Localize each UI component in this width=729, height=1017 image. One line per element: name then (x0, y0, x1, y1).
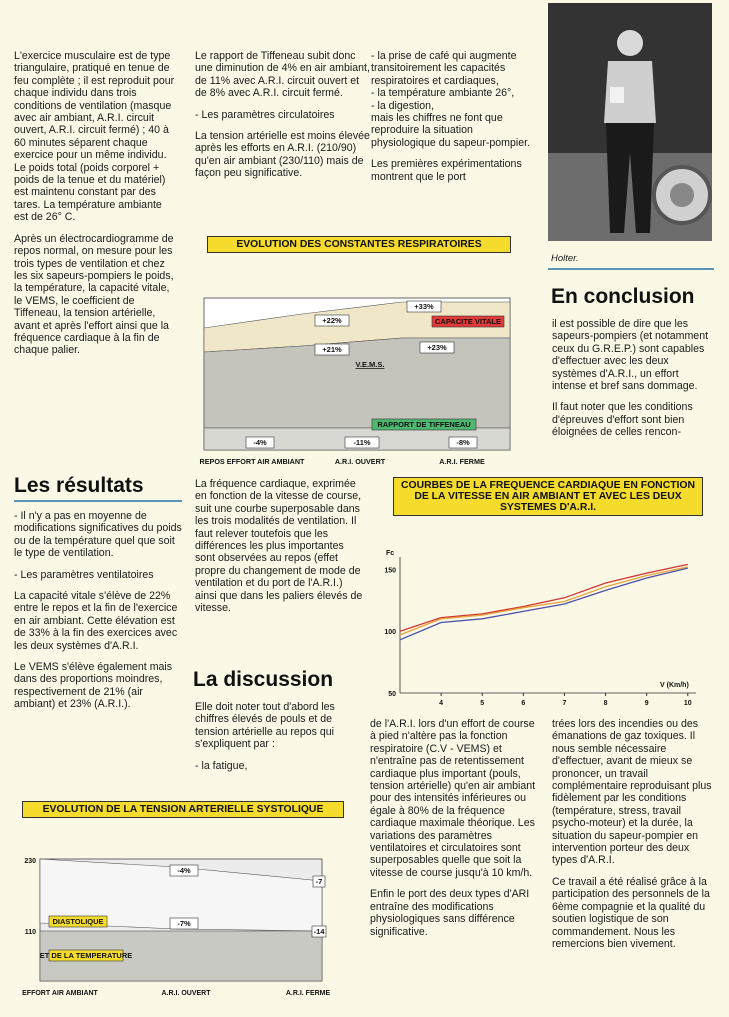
chart-blood-pressure (16, 851, 361, 1001)
y-tick-label: 230 (24, 858, 36, 865)
x-tick-label: 9 (644, 700, 649, 705)
resultats-text (14, 510, 182, 720)
data-label-tiff: -4% (253, 438, 267, 447)
photo-illustration (548, 3, 712, 241)
series-line-2 (400, 567, 688, 635)
data-label-diastolique: -14 (313, 927, 325, 936)
photo-caption: Holter. (551, 253, 579, 264)
paragraph: - la prise de café qui augmente transitoirement les capacités respiratoires et cardiaques, (371, 50, 517, 87)
legend-cv: CAPACITE VITALE (435, 317, 501, 326)
column-3-top (371, 50, 535, 192)
paragraph: L'exercice musculaire est de type triangulaire, pratiqué en tenue de feu complète ; il est reproduit pour chaque individu dans trois conditions de ventilation (masque avec air ambiant, A.R.I. circuit ouvert, A.R.I. circuit fermé) ; 40 à 60 minutes séparent chaque exercice pour un même individu. Le poids total (poids corporel + poids de la tenue et du matériel) est maintenu constant par des tares. La température ambiante est de 26° C. (14, 50, 175, 224)
paragraph: - Il n'y a pas en moyenne de modifications significatives du poids ou de la température quel que soit le type de ventilation. (14, 510, 182, 560)
data-label-vems: +21% (322, 345, 342, 354)
paragraph: La capacité vitale s'élève de 22% entre le repos et la fin de l'exercice en air ambiant. Cette élévation est de 33% à la fin des exercices avec les deux systèmes d'A.R.I. (14, 590, 178, 652)
divider (548, 268, 714, 270)
data-label-cv: +22% (322, 316, 342, 325)
data-label-tiff: -11% (353, 438, 371, 447)
paragraph: - Les paramètres ventilatoires (14, 568, 154, 581)
data-label-diastolique: -7% (177, 919, 191, 928)
heading-les-resultats: Les résultats (14, 474, 144, 497)
paragraph: de l'A.R.I. lors d'un effort de course à pied n'altère pas la fonction respiratoire (C.V - VEMS) et n'entraîne pas de retentissement cardiaque plus important (pouls, tension artérielle) qu'en air ambiant pour des intensités inférieures ou égale à 80% de la fréquence cardiaque maximale théorique. Les variations des paramètres ventilatoires et circulatoires sont superposables quelle que soit la vitesse de course jusqu'à 10 km/h. (370, 718, 536, 879)
heading-la-discussion: La discussion (193, 668, 334, 691)
paragraph: Le rapport de Tiffeneau subit donc une diminution de 4% en air ambiant, de 11% avec A.R.I. circuit ouvert et de 8% avec A.R.I. circuit fermé. (195, 50, 370, 100)
paragraph: mais les chiffres ne font que reproduire la situation physiologique du sapeur-pompier. (371, 112, 531, 149)
x-tick-label: 5 (480, 700, 485, 705)
x-tick-label: A.R.I. OUVERT (334, 457, 386, 466)
y-tick-label: 50 (388, 691, 396, 698)
legend-temperature: ET DE LA TEMPERATURE (39, 951, 133, 960)
legend-vems: V.E.M.S. (355, 360, 385, 369)
paragraph: trées lors des incendies ou des émanations de gaz toxiques. Il nous semble nécessaire d'effectuer, avant de mieux se prononcer, un travail complémentaire reproduisant plus fidèlement par les conditions (température, stress, travail psycho-moteur) et la durée, la situation du sapeur-pompier en intervention porteur des deux types d'A.R.I. (552, 718, 712, 867)
data-label-tiff: -8% (456, 438, 470, 447)
paragraph: Ce travail a été réalisé grâce à la participation des personnels de la 6ème compagnie et la qualité du soutien logistique de son commandement. Nous les remercions bien vivement. (552, 875, 710, 950)
chart-heart-rate (378, 545, 708, 705)
data-label-systolique: -4% (177, 866, 191, 875)
x-tick-label: 10 (683, 700, 692, 705)
series-line-1 (400, 564, 688, 631)
paragraph: Elle doit noter tout d'abord les chiffres élevés de pouls et de tension artérielle au repos qui s'expliquent par : (195, 701, 335, 751)
y-tick-label: 110 (24, 929, 36, 936)
paragraph: La fréquence cardiaque, exprimée en fonction de la vitesse de course, suit une courbe superposable dans les trois modalités de ventilation. Il faut relever toutefois que les différences les plus importantes sont observées au repos (effet propre du changement de mode de ventilation et du port de l'A.R.I.) ainsi que dans les paliers élevés de vitesse. (195, 478, 363, 615)
paragraph: Enfin le port des deux types d'ARI entraîne des modifications physiologiques sans différence significative. (370, 888, 530, 938)
x-tick-label: A.R.I. OUVERT (161, 990, 211, 997)
chart-title: COURBES DE LA FREQUENCE CARDIAQUE EN FONCTION DE LA VITESSE EN AIR AMBIANT ET AVEC LES DEUX SYSTEMES D'A.R.I. (393, 477, 703, 516)
column-2-top (195, 50, 371, 189)
x-tick-label: EFFORT AIR AMBIANT (22, 990, 98, 997)
paragraph: Après un électrocardiogramme de repos normal, on mesure pour les trois types de ventilation et chez les six sapeurs-pompiers le poids, la température, la capacité vitale, le VEMS, le coefficient de Tiffeneau, la tension artérielle, avant et après l'effort ainsi que la fréquence cardiaque à la fin de chaque palier. (14, 232, 174, 357)
x-tick-label: 7 (562, 700, 567, 705)
holter-photo (548, 3, 712, 241)
paragraph: - Les paramètres circulatoires (195, 108, 335, 121)
area-vems (204, 338, 510, 428)
paragraph: - la fatigue, (195, 759, 248, 772)
chart-respiratory (192, 290, 527, 470)
column-d-text (552, 718, 716, 959)
x-tick-label: A.R.I. FERME (285, 990, 331, 997)
column-c-text (370, 718, 538, 947)
chart-title: EVOLUTION DE LA TENSION ARTERIELLE SYSTOLIQUE (22, 801, 344, 818)
x-tick-label: 8 (603, 700, 608, 705)
paragraph: Les premières expérimentations montrent que le port (371, 158, 522, 183)
x-tick-label: 6 (521, 700, 526, 705)
x-axis-label: V (Km/h) (660, 682, 689, 689)
paragraph: - la digestion, (371, 99, 435, 112)
conclusion-text (552, 318, 714, 448)
discussion-text (195, 701, 363, 781)
paragraph: il est possible de dire que les sapeurs-pompiers (et notamment ceux du G.R.E.P.) sont capables d'effectuer avec les deux systèmes d'A.R.I., un effort intense et bref sans dommage. (552, 318, 709, 393)
column-1-top (14, 50, 176, 366)
paragraph: Il faut noter que les conditions d'épreuves d'effort sont bien éloignées de celles rencon- (552, 401, 693, 439)
y-axis-label: Fc (386, 550, 395, 557)
paragraph: Le VEMS s'élève également mais dans des proportions moindres, respectivement de 21% (air ambiant) et 23% (A.R.I.). (14, 661, 173, 711)
y-tick-label: 100 (384, 629, 396, 637)
x-tick-label: REPOS EFFORT AIR AMBIANT (199, 457, 305, 466)
divider (14, 500, 182, 502)
x-tick-label: A.R.I. FERME (439, 457, 485, 466)
y-tick-label: 150 (384, 567, 396, 575)
paragraph: - la température ambiante 26°, (371, 87, 515, 100)
legend-diastolique: DIASTOLIQUE (52, 917, 104, 926)
middle-text (195, 478, 365, 623)
chart-title: EVOLUTION DES CONSTANTES RESPIRATOIRES (207, 236, 511, 253)
x-tick-label: 4 (439, 700, 444, 705)
paragraph: La tension artérielle est moins élevée après les efforts en A.R.I. (210/90) qu'en air ambiant (230/110) mais de façon peu significative. (195, 130, 370, 180)
data-label-cv: +33% (414, 302, 434, 311)
data-label-systolique: -7 (315, 877, 323, 886)
data-label-vems: +23% (427, 343, 447, 352)
legend-tiff: RAPPORT DE TIFFENEAU (377, 420, 471, 429)
heading-en-conclusion: En conclusion (551, 285, 695, 308)
